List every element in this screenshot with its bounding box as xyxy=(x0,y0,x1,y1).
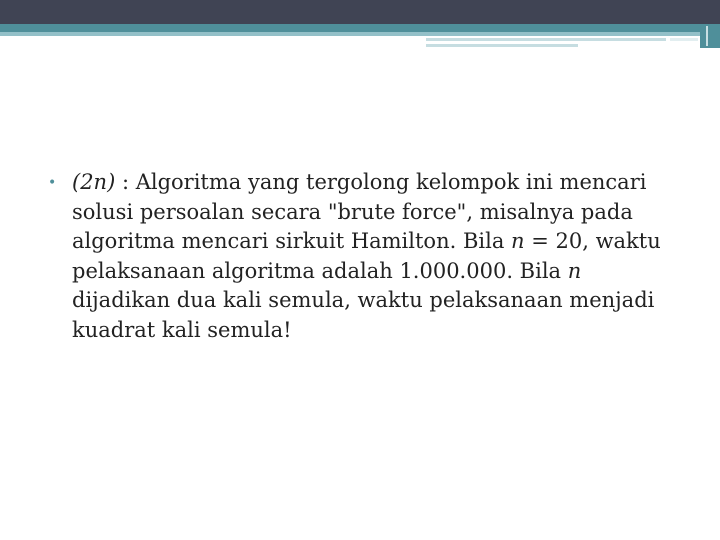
bullet-icon: • xyxy=(48,175,57,191)
header-corner-line xyxy=(706,26,708,46)
slide-content xyxy=(46,168,686,345)
text-segment: = 20, waktu pelaksanaan algoritma adalah 1.000.000. Bila xyxy=(72,229,661,283)
decorative-line xyxy=(426,44,578,47)
variable-n: n xyxy=(511,229,525,253)
header-corner-block xyxy=(700,24,720,48)
text-segment: dijadikan dua kali semula, waktu pelaksanaan menjadi kuadrat kali semula! xyxy=(72,288,655,342)
bullet-text xyxy=(72,168,686,345)
bullet-item xyxy=(46,168,686,345)
header-accent-stripe-light xyxy=(0,32,700,36)
decorative-line xyxy=(426,38,666,41)
header-accent-stripe xyxy=(0,24,700,32)
lead-expression: (2n) xyxy=(72,170,116,194)
decorative-line xyxy=(670,38,698,41)
variable-n: n xyxy=(567,258,582,283)
text-segment: : Algoritma yang tergolong kelompok ini mencari solusi persoalan secara "brute force", misalnya pada algoritma mencari sirkuit Hamilton. Bila xyxy=(72,170,647,253)
header-band xyxy=(0,0,720,24)
